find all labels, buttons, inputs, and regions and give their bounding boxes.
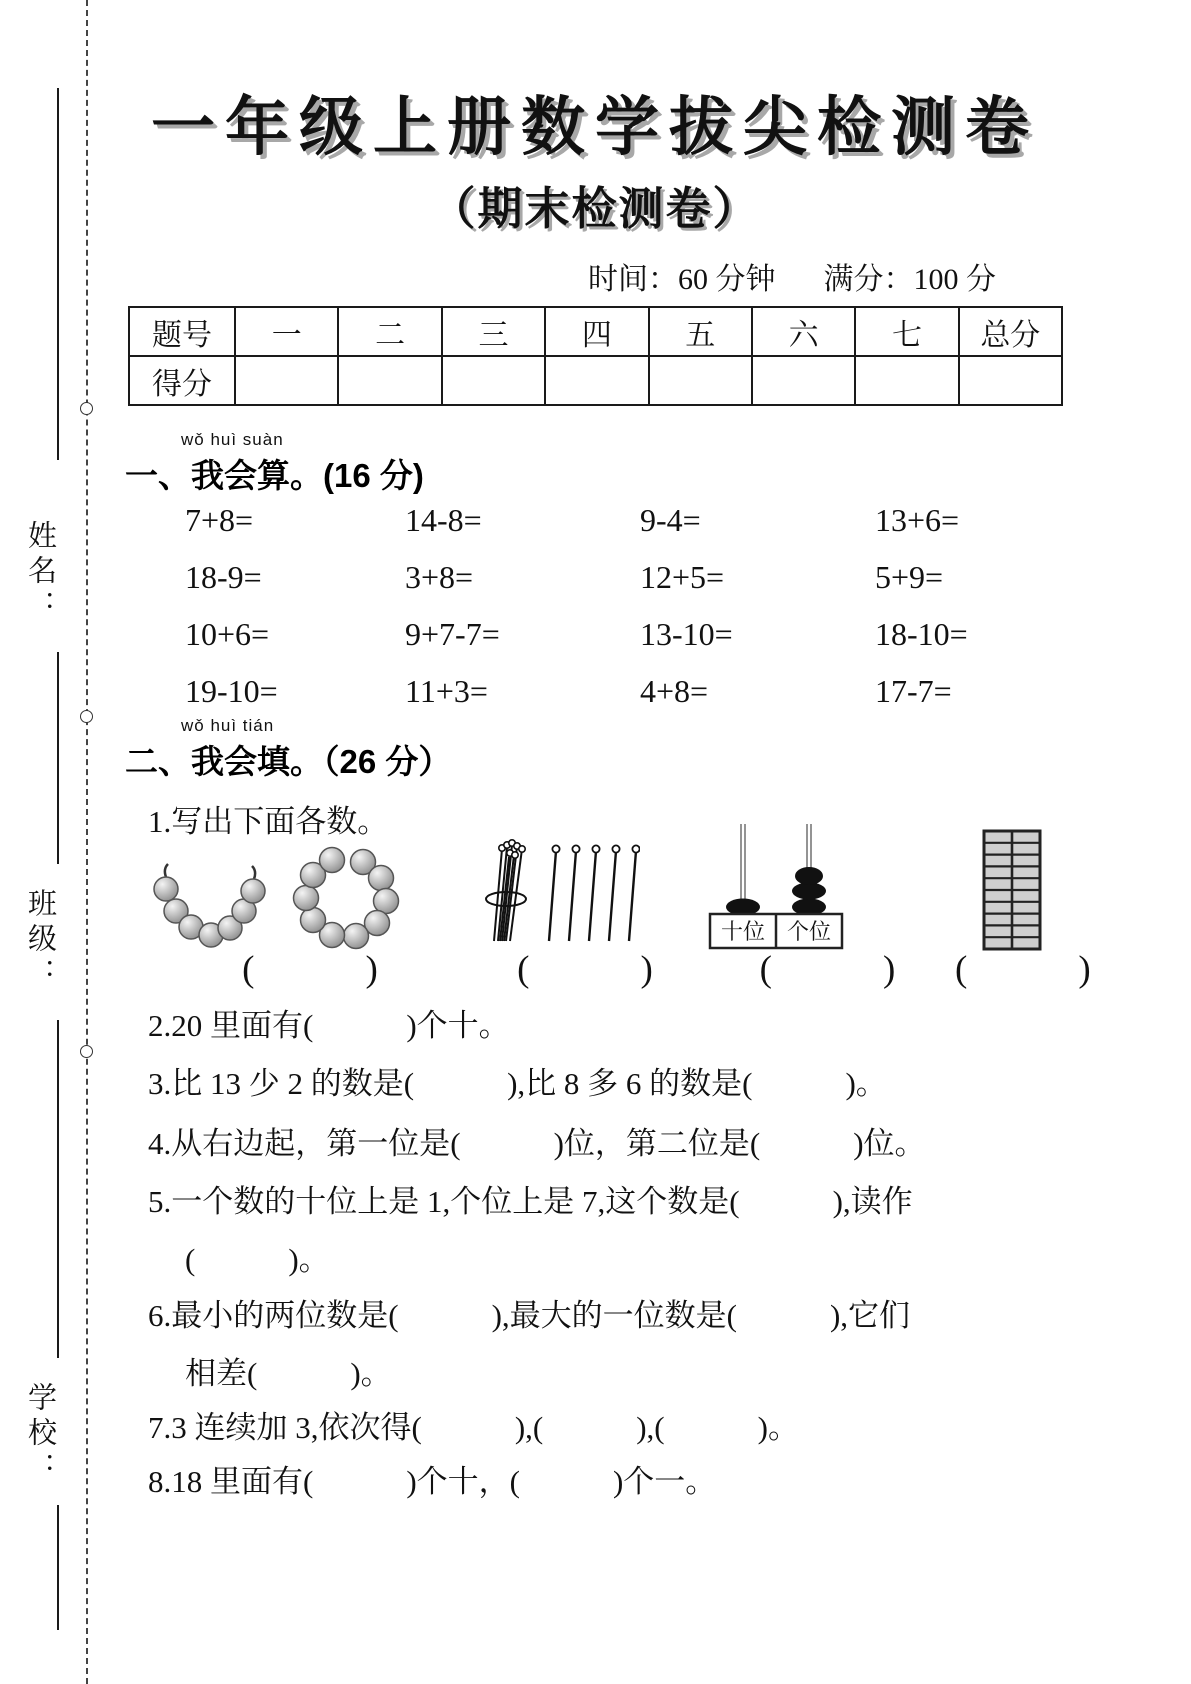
problem: 17-7= bbox=[875, 673, 952, 709]
class-blank-line bbox=[57, 652, 59, 864]
section2-pinyin: wǒ huì tián bbox=[181, 716, 275, 735]
abacus-tens-label: 十位 bbox=[720, 919, 766, 944]
binding-circle-icon bbox=[80, 710, 93, 723]
score-cell bbox=[442, 356, 545, 405]
score-cell bbox=[649, 356, 752, 405]
problem: 7+8= bbox=[185, 502, 254, 538]
paper-subtitle: （期末检测卷） bbox=[430, 184, 760, 234]
arithmetic-problems bbox=[185, 502, 1065, 730]
section1-pinyin: wǒ huì suàn bbox=[181, 430, 284, 449]
score-table-score-row bbox=[129, 356, 1062, 405]
col-7: 七 bbox=[855, 307, 958, 356]
question-3: 3.比 13 少 2 的数是( ),比 8 多 6 的数是( )。 bbox=[148, 1066, 887, 1101]
col-5: 五 bbox=[649, 307, 752, 356]
question-7: 7.3 连续加 3,依次得( ),( ),( )。 bbox=[148, 1410, 799, 1445]
name-label: 姓名： bbox=[24, 520, 56, 625]
question-1: 1.写出下面各数。 bbox=[148, 804, 389, 839]
problem: 19-10= bbox=[185, 673, 278, 709]
score-cell bbox=[959, 356, 1062, 405]
sticks-bundle-icon bbox=[470, 833, 640, 951]
score-cell bbox=[545, 356, 648, 405]
question-2: 2.20 里面有( )个十。 bbox=[148, 1008, 510, 1043]
col-1: 一 bbox=[235, 307, 338, 356]
answer-paren: ( ) bbox=[242, 949, 378, 990]
col-2: 二 bbox=[338, 307, 441, 356]
problem: 18-9= bbox=[185, 559, 262, 595]
section1-heading: 一、我会算。(16 分) bbox=[125, 457, 424, 494]
col-3: 三 bbox=[442, 307, 545, 356]
name-blank-line bbox=[57, 88, 59, 460]
binding-dashed-line bbox=[86, 0, 88, 1684]
problem: 10+6= bbox=[185, 616, 270, 652]
problem: 18-10= bbox=[875, 616, 968, 652]
school-blank-line bbox=[57, 1020, 59, 1358]
school-label: 学校： bbox=[24, 1382, 56, 1487]
binding-circle-icon bbox=[80, 402, 93, 415]
beads-ring-icon bbox=[286, 839, 406, 951]
abacus-icon bbox=[700, 818, 852, 951]
question-5-line1: 5.一个数的十位上是 1,个位上是 7,这个数是( ),读作 bbox=[148, 1184, 913, 1219]
question-4: 4.从右边起，第一位是( )位，第二位是( )位。 bbox=[148, 1126, 926, 1161]
score-cell bbox=[338, 356, 441, 405]
question-8: 8.18 里面有( )个十，( )个一。 bbox=[148, 1464, 717, 1499]
problem: 3+8= bbox=[405, 559, 474, 595]
answer-paren: ( ) bbox=[759, 949, 896, 990]
answer-paren: ( ) bbox=[517, 949, 653, 990]
binding-circle-icon bbox=[80, 1045, 93, 1058]
score-cell bbox=[855, 356, 958, 405]
problem: 14-8= bbox=[405, 502, 482, 538]
paper-title: 一年级上册数学拔尖检测卷 bbox=[151, 92, 1039, 163]
bottom-blank-line bbox=[57, 1505, 59, 1630]
problem: 11+3= bbox=[405, 673, 488, 709]
problem: 13-10= bbox=[640, 616, 733, 652]
problem: 5+9= bbox=[875, 559, 944, 595]
problem: 9-4= bbox=[640, 502, 701, 538]
blocks-icon bbox=[982, 829, 1042, 951]
full-score-label: 满分：100 分 bbox=[823, 263, 996, 296]
section2-heading: 二、我会填。（26 分） bbox=[125, 743, 452, 780]
time-limit-label: 时间：60 分钟 bbox=[588, 263, 776, 296]
problem: 9+7-7= bbox=[405, 616, 500, 652]
problem: 13+6= bbox=[875, 502, 960, 538]
counting-images-row bbox=[150, 818, 1070, 944]
question-number-label: 题号 bbox=[129, 307, 235, 356]
score-cell bbox=[235, 356, 338, 405]
problem: 12+5= bbox=[640, 559, 725, 595]
problem: 4+8= bbox=[640, 673, 709, 709]
question-6-line1: 6.最小的两位数是( ),最大的一位数是( ),它们 bbox=[148, 1298, 911, 1333]
answer-paren: ( ) bbox=[955, 949, 1091, 990]
answer-paren-row bbox=[150, 938, 1091, 992]
question-6-line2: 相差( )。 bbox=[185, 1356, 392, 1391]
col-6: 六 bbox=[752, 307, 855, 356]
score-cell bbox=[752, 356, 855, 405]
question-5-line2: ( )。 bbox=[185, 1242, 330, 1277]
abacus-ones-label: 个位 bbox=[786, 919, 832, 944]
score-table-header-row bbox=[129, 307, 1062, 356]
score-label: 得分 bbox=[129, 356, 235, 405]
class-label: 班级： bbox=[24, 888, 56, 993]
col-total: 总分 bbox=[959, 307, 1062, 356]
col-4: 四 bbox=[545, 307, 648, 356]
score-table bbox=[128, 306, 1063, 406]
